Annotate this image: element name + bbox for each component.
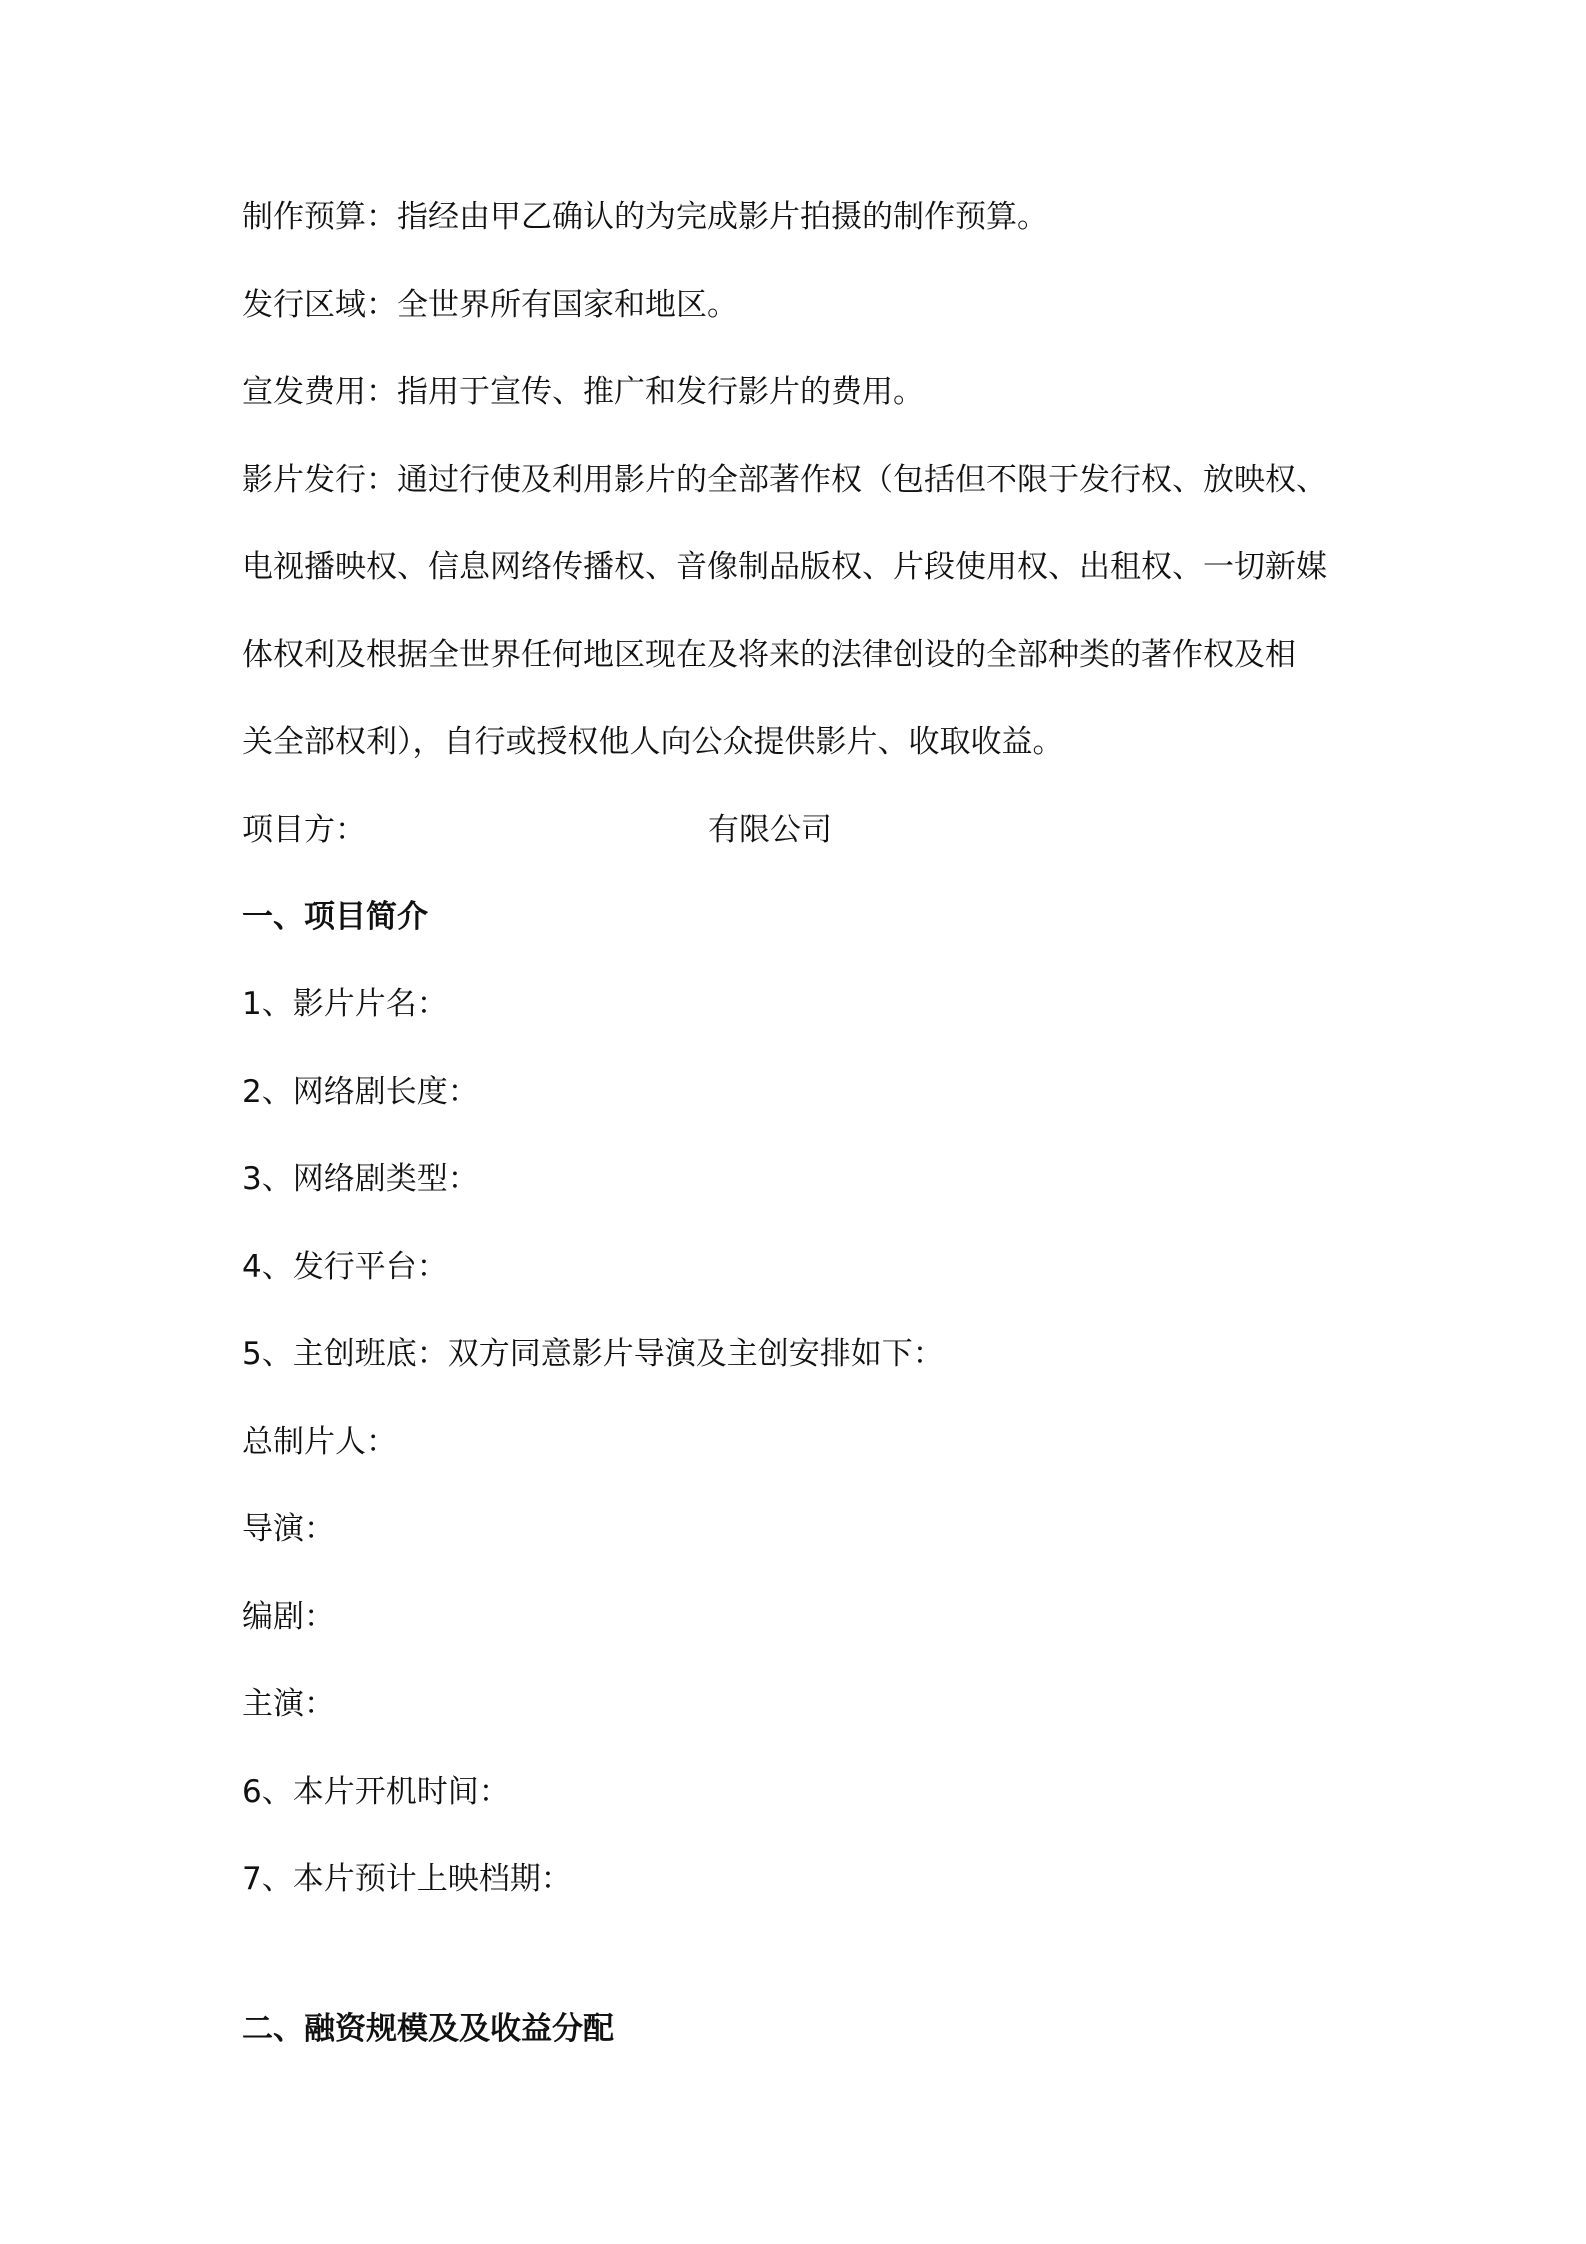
intro-item-release-platform: 4、发行平台： [242,1249,448,1285]
project-party-row [242,810,1362,850]
intro-item-film-title: 1、影片片名： [242,986,448,1022]
distribution-paragraph-line: 电视播映权、信息网络传播权、音像制品版权、片段使用权、出租权、一切新媒 [242,549,1327,585]
definition-production-budget: 制作预算：指经由甲乙确认的为完成影片拍摄的制作预算。 [242,199,1048,235]
distribution-paragraph-line: 体权利及根据全世界任何地区现在及将来的法律创设的全部种类的著作权及相 [242,637,1296,673]
project-party-label: 项目方： [242,812,366,848]
crew-executive-producer: 总制片人： [242,1424,397,1460]
crew-lead-actor: 主演： [242,1686,335,1722]
crew-screenwriter: 编剧： [242,1599,335,1635]
definition-distribution-region: 发行区域：全世界所有国家和地区。 [242,287,738,323]
project-party-company: 有限公司 [708,812,832,848]
crew-director: 导演： [242,1511,335,1547]
schedule-release-window: 7、本片预计上映档期： [242,1861,572,1897]
distribution-paragraph-line: 关全部权利），自行或授权他人向公众提供影片、收取收益。 [242,724,1064,760]
section-heading-financing: 二、融资规模及及收益分配 [242,2011,614,2047]
intro-item-creative-team: 5、主创班底：双方同意影片导演及主创安排如下： [242,1336,944,1372]
schedule-start-date: 6、本片开机时间： [242,1774,510,1810]
section-heading-project-intro: 一、项目简介 [242,899,428,935]
intro-item-series-length: 2、网络剧长度： [242,1074,479,1110]
intro-item-series-genre: 3、网络剧类型： [242,1161,479,1197]
definition-promotion-cost: 宣发费用：指用于宣传、推广和发行影片的费用。 [242,374,924,410]
distribution-paragraph-line: 影片发行：通过行使及利用影片的全部著作权（包括但不限于发行权、放映权、 [242,462,1327,498]
